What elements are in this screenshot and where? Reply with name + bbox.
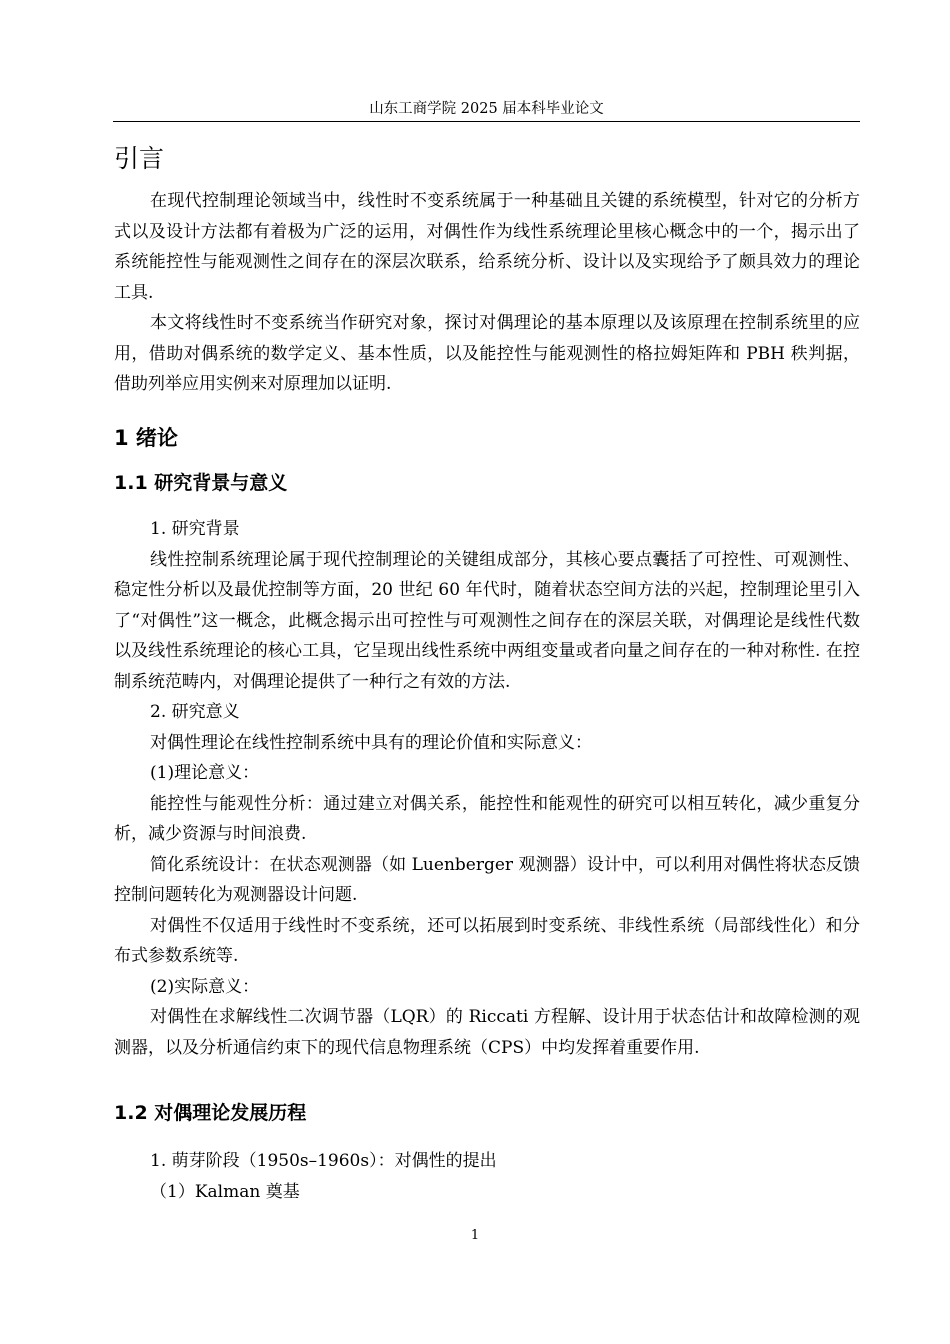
practical-significance-label: (2)实际意义：	[150, 976, 260, 997]
background-paragraph: 线性控制系统理论属于现代控制理论的关键组成部分，其核心要点囊括了可控性、可观测性、稳定性分析以及最优控制等方面，20 世纪 60 年代时，随着状态空间方法的兴起，控制理论里引入了“对偶性”这一概念，此概念揭示出可控性与可观测性之间存在的深层关联，对偶理论是线性代数以及线性系统理论的核心工具，它呈现出线性系统中两组变量或者向量之间存在的一种对称性. 在控制系统范畴内，对偶理论提供了一种行之有效的方法.	[114, 549, 860, 692]
section-1-1-body	[114, 514, 860, 1063]
theoretical-significance-label: (1)理论意义：	[150, 763, 260, 783]
intro-heading: 引言	[114, 144, 165, 173]
stage-1-heading: 1. 萌芽阶段（1950s–1960s）：对偶性的提出	[150, 1151, 497, 1171]
extension-paragraph: 对偶性不仅适用于线性时不变系统，还可以拓展到时变系统、非线性系统（局部线性化）和分布式参数系统等.	[114, 915, 860, 966]
section-1-2-heading: 1.2 对偶理论发展历程	[114, 1102, 307, 1124]
intro-paragraph-1: 在现代控制理论领域当中，线性时不变系统属于一种基础且关键的系统模型，针对它的分析方式以及设计方法都有着极为广泛的运用，对偶性作为线性系统理论里核心概念中的一个，揭示出了系统能控性与能观测性之间存在的深层次联系，给系统分析、设计以及实现给予了颇具效力的理论工具.	[114, 191, 860, 303]
controllability-paragraph: 能控性与能观性分析：通过建立对偶关系，能控性和能观性的研究可以相互转化，减少重复分析，减少资源与时间浪费.	[114, 793, 860, 844]
chapter-1-heading: 1 绪论	[114, 426, 178, 450]
intro-body	[114, 186, 860, 400]
running-header: 山东工商学院 2025 届本科毕业论文	[369, 101, 604, 117]
significance-intro: 对偶性理论在线性控制系统中具有的理论价值和实际意义：	[150, 732, 592, 753]
kalman-subheading: （1）Kalman 奠基	[150, 1182, 300, 1202]
section-1-1-heading: 1.1 研究背景与意义	[114, 472, 288, 494]
significance-subheading: 2. 研究意义	[150, 702, 240, 722]
page-number: 1	[470, 1228, 480, 1243]
system-design-paragraph: 简化系统设计：在状态观测器（如 Luenberger 观测器）设计中，可以利用对偶性将状态反馈控制问题转化为观测器设计问题.	[114, 854, 860, 905]
intro-paragraph-2: 本文将线性时不变系统当作研究对象，探讨对偶理论的基本原理以及该原理在控制系统里的应用，借助对偶系统的数学定义、基本性质，以及能控性与能观测性的格拉姆矩阵和 PBH 秩判据，借助列举应用实例来对原理加以证明.	[114, 313, 860, 394]
practical-paragraph: 对偶性在求解线性二次调节器（LQR）的 Riccati 方程解、设计用于状态估计和故障检测的观测器，以及分析通信约束下的现代信息物理系统（CPS）中均发挥着重要作用.	[114, 1007, 860, 1058]
background-subheading: 1. 研究背景	[150, 519, 240, 539]
header-divider	[113, 121, 860, 122]
